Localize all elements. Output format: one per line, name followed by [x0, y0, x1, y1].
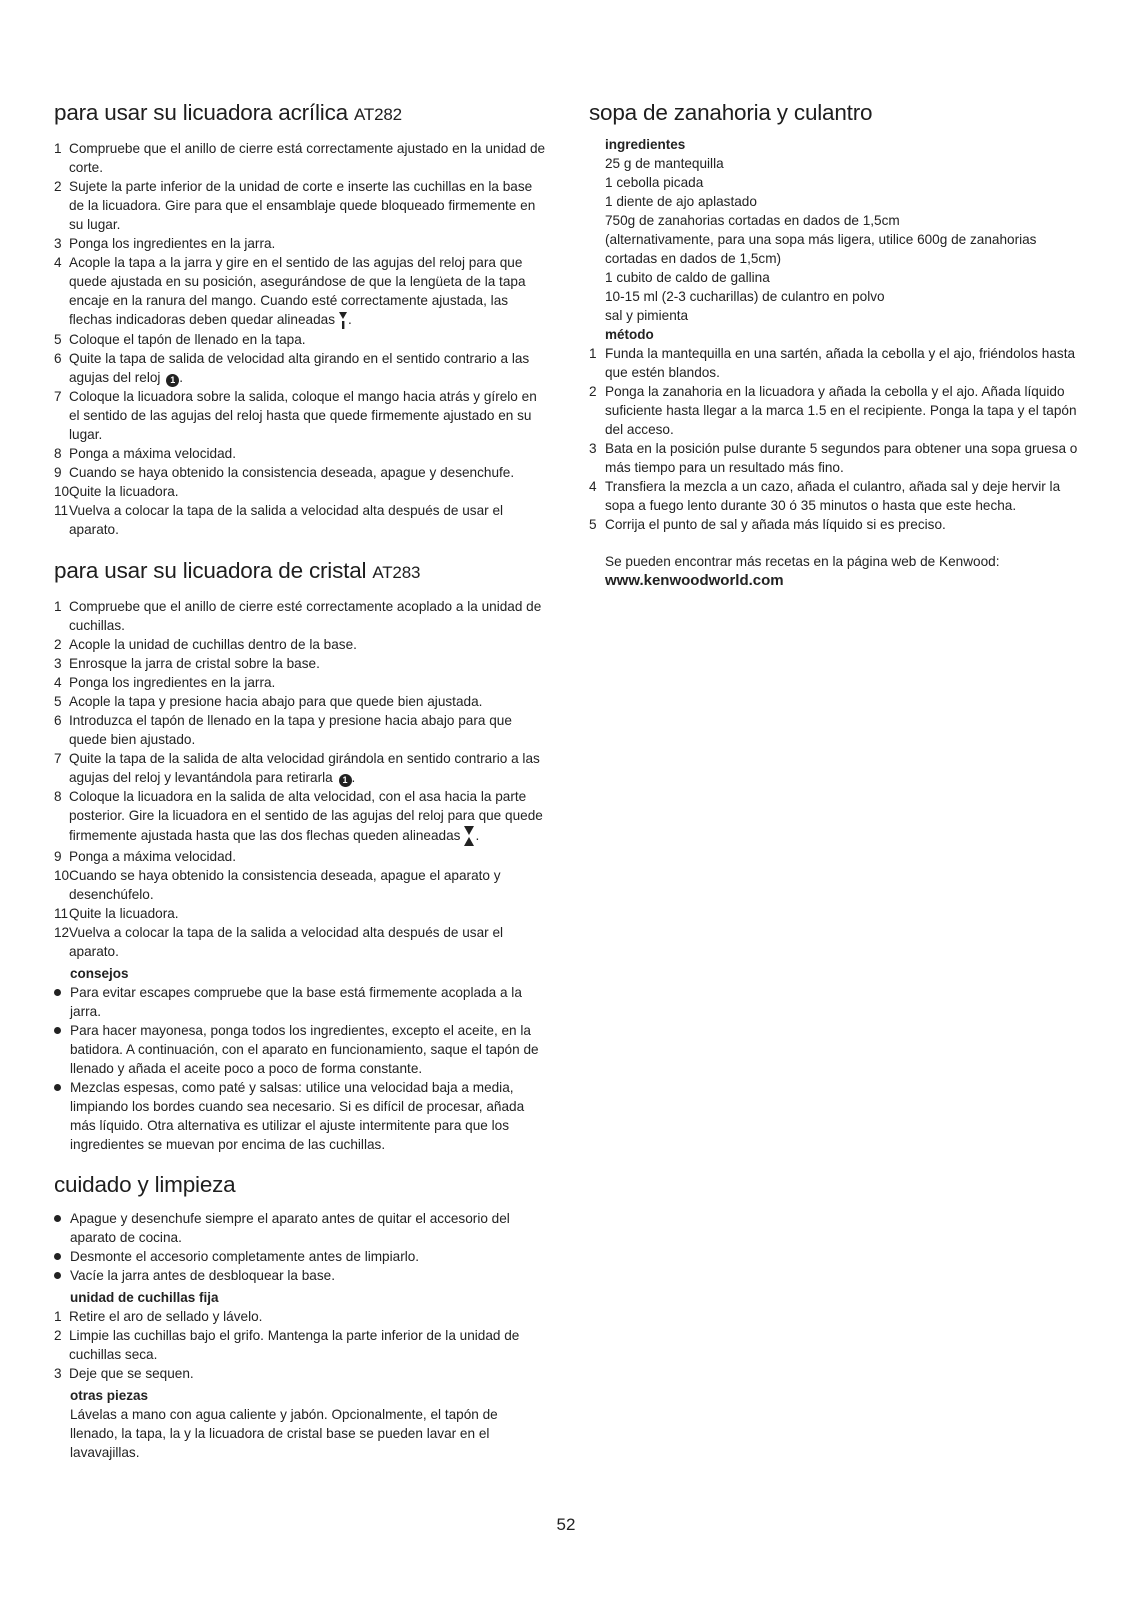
kenwood-website-link[interactable]: www.kenwoodworld.com: [605, 572, 784, 589]
alignment-arrows-icon: [463, 825, 475, 847]
list-item: 4 Ponga los ingredientes en la jarra.: [54, 675, 276, 690]
glass-section: [54, 556, 548, 1154]
list-item: Apague y desenchufe siempre el aparato antes de quitar el accesorio del aparato de cocina.: [54, 1209, 548, 1247]
list-item: Para hacer mayonesa, ponga todos los ingredientes, excepto el aceite, en la batidora. A continuación, con el aparato en funcionamiento, saque el tapón de llenado y añada el aceite poco a poco de forma constante.: [54, 1021, 548, 1078]
list-item: 1 Compruebe que el anillo de cierre está correctamente ajustado en la unidad de corte.: [54, 141, 546, 175]
care-bullets: [54, 1209, 548, 1285]
list-item: 1 Funda la mantequilla en una sartén, añada la cebolla y el ajo, friéndolos hasta que estén blandos.: [589, 346, 1076, 380]
list-item: 2 Ponga la zanahoria en la licuadora y añada la cebolla y el ajo. Añada líquido suficiente hasta llegar a la marca 1.5 en el recipiente. Ponga la tapa y el tapón del acceso.: [589, 384, 1077, 437]
list-item: 10-15 ml (2-3 cucharillas) de culantro en polvo: [605, 289, 885, 304]
list-item: 7 Quite la tapa de la salida de alta velocidad girándola en sentido contrario a las agujas del reloj y levantándola para retirarla 1 .: [54, 751, 540, 785]
list-item: 8 Ponga a máxima velocidad.: [54, 446, 236, 461]
tips-list: [54, 983, 548, 1154]
method-steps: [589, 344, 1084, 534]
list-item: 3 Enrosque la jarra de cristal sobre la base.: [54, 656, 320, 671]
step-marker-icon: 1: [166, 374, 179, 387]
acrylic-steps: [54, 139, 548, 539]
acrylic-title-text: para usar su licuadora acrílica: [54, 100, 348, 125]
list-item: 11 Quite la licuadora.: [54, 906, 179, 921]
acrylic-section: [54, 98, 548, 539]
list-item: 12 Vuelva a colocar la tapa de la salida a velocidad alta después de usar el aparato.: [54, 925, 504, 959]
left-column: [54, 98, 548, 1462]
list-item: 6 Introduzca el tapón de llenado en la tapa y presione hacia abajo para que quede bien ajustado.: [54, 713, 512, 747]
glass-title-text: para usar su licuadora de cristal: [54, 558, 367, 583]
tips-title: consejos: [70, 966, 129, 981]
list-item: 3 Bata en la posición pulse durante 5 segundos para obtener una sopa gruesa o más tiempo para un resultado más fino.: [589, 441, 1078, 475]
acrylic-title: [54, 98, 548, 130]
list-item: 10 Quite la licuadora.: [54, 484, 179, 499]
list-item: 5 Corrija el punto de sal y añada más líquido si es preciso.: [589, 517, 946, 532]
list-item: 4 Transfiera la mezcla a un cazo, añada el culantro, añada sal y deje hervir la sopa a fuego lento durante 30 ó 35 minutos o hasta que este hecha.: [589, 479, 1061, 513]
right-column: [589, 98, 1084, 590]
list-item: 9 Cuando se haya obtenido la consistencia deseada, apague y desenchufe.: [54, 465, 515, 480]
list-item: Para evitar escapes compruebe que la base está firmemente acoplada a la jarra.: [54, 983, 548, 1021]
recipe-section: [589, 98, 1084, 590]
recipe-title: sopa de zanahoria y culantro: [589, 100, 873, 125]
list-item: 10 Cuando se haya obtenido la consistencia deseada, apague el aparato y desenchúfelo.: [54, 868, 501, 902]
list-item: 6 Quite la tapa de salida de velocidad alta girando en el sentido contrario a las agujas del reloj 1 .: [54, 351, 530, 385]
list-item: Mezclas espesas, como paté y salsas: utilice una velocidad baja a media, limpiando los bordes cuando sea necesario. Si es difícil de procesar, añada más líquido. Otra alternativa es utilizar el ajuste intermitente para que los ingredientes se muevan por encima de las cuchillas.: [54, 1078, 548, 1154]
list-item: 7 Coloque la licuadora sobre la salida, coloque el mango hacia atrás y gírelo en el sentido de las agujas del reloj hasta que quede firmemente ajustado en su lugar.: [54, 389, 537, 442]
list-item: 1 cebolla picada: [605, 175, 704, 190]
list-item: sal y pimienta: [605, 308, 689, 323]
list-item: (alternativamente, para una sopa más ligera, utilice 600g de zanahorias cortadas en dados de 1,5cm): [605, 232, 1037, 266]
list-item: 2 Limpie las cuchillas bajo el grifo. Mantenga la parte inferior de la unidad de cuchillas seca.: [54, 1328, 520, 1362]
glass-title: [54, 556, 548, 588]
other-parts-text: Lávelas a mano con agua caliente y jabón. Opcionalmente, el tapón de llenado, la tapa, la y la licuadora de cristal base se pueden lavar en el lavavajillas.: [70, 1407, 498, 1460]
list-item: 5 Coloque el tapón de llenado en la tapa.: [54, 332, 306, 347]
list-item: 11 Vuelva a colocar la tapa de la salida a velocidad alta después de usar el aparato.: [54, 503, 504, 537]
other-parts-title: otras piezas: [70, 1388, 149, 1403]
list-item: 1 Retire el aro de sellado y lávelo.: [54, 1309, 263, 1324]
method-title: método: [605, 327, 654, 342]
list-item: 1 cubito de caldo de gallina: [605, 270, 770, 285]
list-item: 1 Compruebe que el anillo de cierre esté correctamente acoplado a la unidad de cuchillas.: [54, 599, 542, 633]
list-item: Desmonte el accesorio completamente antes de limpiarlo.: [54, 1247, 548, 1266]
glass-model: AT283: [372, 563, 421, 582]
more-recipes-text: Se pueden encontrar más recetas en la página web de Kenwood:: [605, 554, 1000, 569]
list-item: 9 Ponga a máxima velocidad.: [54, 849, 236, 864]
list-item: 750g de zanahorias cortadas en dados de 1,5cm: [605, 213, 900, 228]
alignment-arrows-icon: [338, 310, 348, 330]
list-item: 1 diente de ajo aplastado: [605, 194, 757, 209]
list-item: 4 Acople la tapa a la jarra y gire en el sentido de las agujas del reloj para que quede ajustada en su posición, asegurándose de que la lengüeta de la tapa encaje en la ranura del mango. Cuando esté correctamente ajustada, las flechas indicadoras deben quedar alineadas .: [54, 253, 548, 330]
list-item: 3 Deje que se sequen.: [54, 1366, 194, 1381]
care-title: cuidado y limpieza: [54, 1172, 236, 1197]
ingredients-title: ingredientes: [605, 137, 686, 152]
ingredients-list: [589, 154, 1084, 325]
list-item: 8 Coloque la licuadora en la salida de alta velocidad, con el asa hacia la parte posterior. Gire la licuadora en el sentido de las agujas del reloj para que quede firmemente ajustada hasta que las dos flechas queden alineadas .: [54, 787, 548, 847]
list-item: 2 Sujete la parte inferior de la unidad de corte e inserte las cuchillas en la base de la licuadora. Gire para que el ensamblaje quede bloqueado firmemente en su lugar.: [54, 179, 536, 232]
list-item: 3 Ponga los ingredientes en la jarra.: [54, 236, 276, 251]
list-item: 5 Acople la tapa y presione hacia abajo para que quede bien ajustada.: [54, 694, 483, 709]
blade-unit-title: unidad de cuchillas fija: [70, 1290, 219, 1305]
list-item: 2 Acople la unidad de cuchillas dentro de la base.: [54, 637, 357, 652]
list-item: Vacíe la jarra antes de desbloquear la base.: [54, 1266, 548, 1285]
step-marker-icon: 1: [339, 774, 352, 787]
list-item: 25 g de mantequilla: [605, 156, 724, 171]
page-number: 52: [556, 1515, 576, 1534]
care-section: [54, 1170, 548, 1462]
blade-steps: [54, 1307, 548, 1383]
glass-steps: [54, 597, 548, 961]
acrylic-model: AT282: [354, 105, 402, 124]
